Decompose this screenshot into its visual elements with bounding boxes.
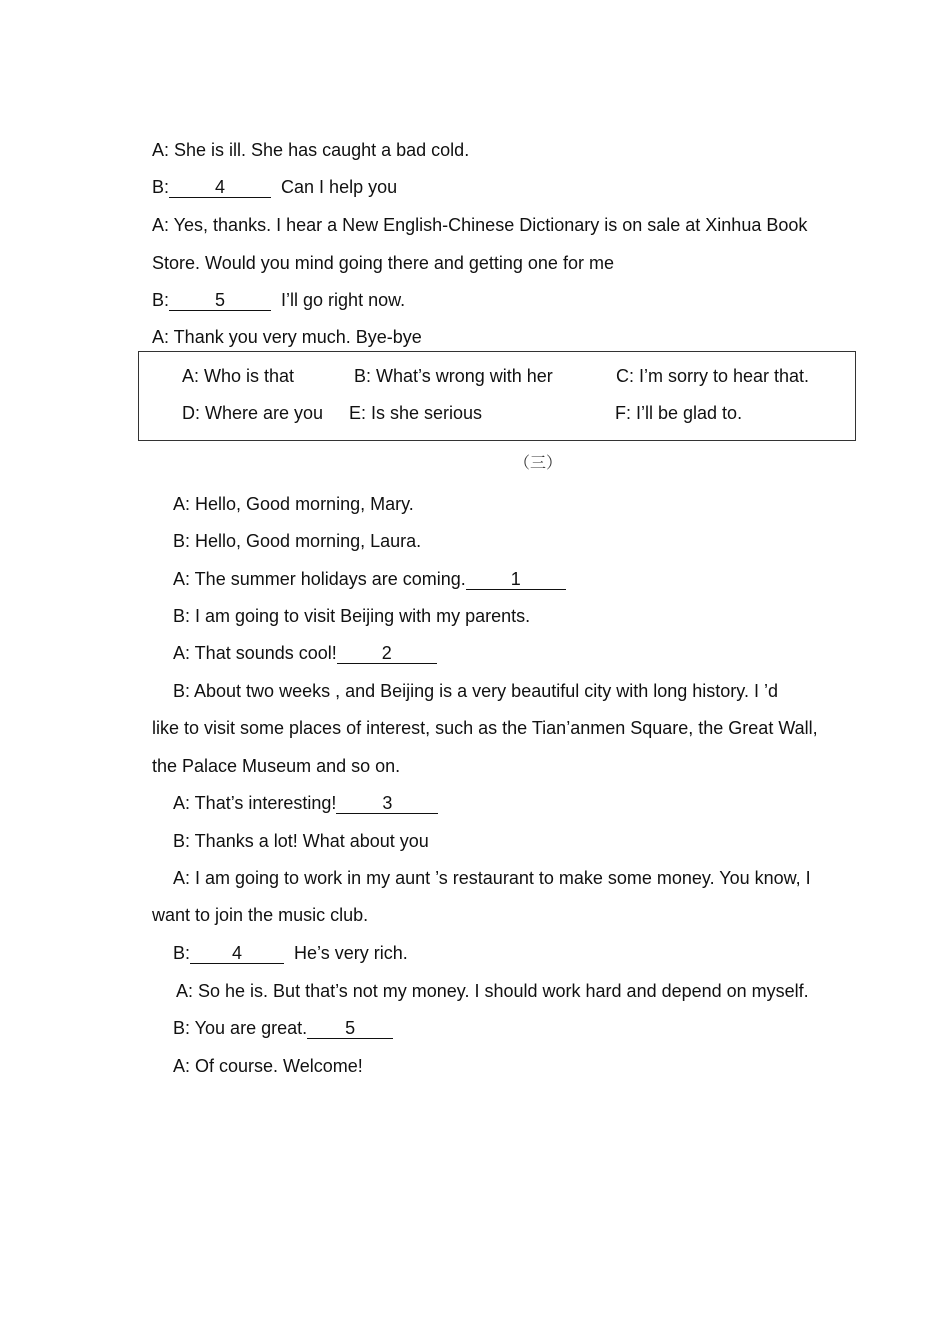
dialogue-line <box>173 1017 393 1039</box>
dialogue-line: B: Thanks a lot! What about you <box>173 831 429 851</box>
dialogue-line: A: Of course. Welcome! <box>173 1056 363 1076</box>
dialogue-line <box>173 792 438 814</box>
options-box <box>138 351 856 441</box>
dialogue-line: A: Yes, thanks. I hear a New English-Chinese Dictionary is on sale at Xinhua Book <box>152 215 808 235</box>
dialogue-line <box>173 642 437 664</box>
option-a: A: Who is that <box>182 366 295 386</box>
answer-blank[interactable]: 5 <box>169 290 271 311</box>
dialogue-text: I’ll go right now. <box>281 290 406 310</box>
speaker-label: B: <box>173 943 191 963</box>
dialogue-line: B: I am going to visit Beijing with my parents. <box>173 606 531 626</box>
dialogue-line: A: Thank you very much. Bye-bye <box>152 327 422 347</box>
dialogue-line: want to join the music club. <box>152 905 369 925</box>
option-f: F: I’ll be glad to. <box>615 403 743 423</box>
dialogue-text: A: That’s interesting! <box>173 793 337 813</box>
answer-blank[interactable]: 5 <box>307 1018 393 1039</box>
dialogue-line: like to visit some places of interest, such as the Tian’anmen Square, the Great Wall, <box>152 718 818 738</box>
dialogue-text: A: The summer holidays are coming. <box>173 569 466 589</box>
speaker-label: B: <box>152 177 170 197</box>
dialogue-line: the Palace Museum and so on. <box>152 756 401 776</box>
dialogue-line <box>173 568 566 590</box>
dialogue-line <box>152 289 405 311</box>
dialogue-line <box>173 942 408 964</box>
option-e: E: Is she serious <box>349 403 483 423</box>
dialogue-line: Store. Would you mind going there and getting one for me <box>152 253 614 273</box>
answer-blank[interactable]: 4 <box>190 943 284 964</box>
dialogue-line: A: I am going to work in my aunt ’s restaurant to make some money. You know, I <box>173 868 811 888</box>
dialogue-text: He’s very rich. <box>294 943 408 963</box>
dialogue-text: A: That sounds cool! <box>173 643 337 663</box>
dialogue-text: Can I help you <box>281 177 398 197</box>
option-b: B: What’s wrong with her <box>354 366 553 386</box>
dialogue-line <box>152 176 397 198</box>
answer-blank[interactable]: 2 <box>337 643 437 664</box>
option-c: C: I’m sorry to hear that. <box>616 366 810 386</box>
speaker-label: B: <box>152 290 170 310</box>
option-d: D: Where are you <box>182 403 324 423</box>
dialogue-line: A: Hello, Good morning, Mary. <box>173 494 414 514</box>
dialogue-text: B: You are great. <box>173 1018 308 1038</box>
dialogue-line: B: About two weeks , and Beijing is a very beautiful city with long history. I ’d <box>173 681 778 701</box>
dialogue-line: B: Hello, Good morning, Laura. <box>173 531 422 551</box>
dialogue-line: A: So he is. But that’s not my money. I should work hard and depend on myself. <box>176 981 809 1001</box>
section-heading: （三） <box>513 453 562 472</box>
answer-blank[interactable]: 3 <box>336 793 438 814</box>
dialogue-line: A: She is ill. She has caught a bad cold. <box>152 140 470 160</box>
answer-blank[interactable]: 4 <box>169 177 271 198</box>
answer-blank[interactable]: 1 <box>466 569 566 590</box>
